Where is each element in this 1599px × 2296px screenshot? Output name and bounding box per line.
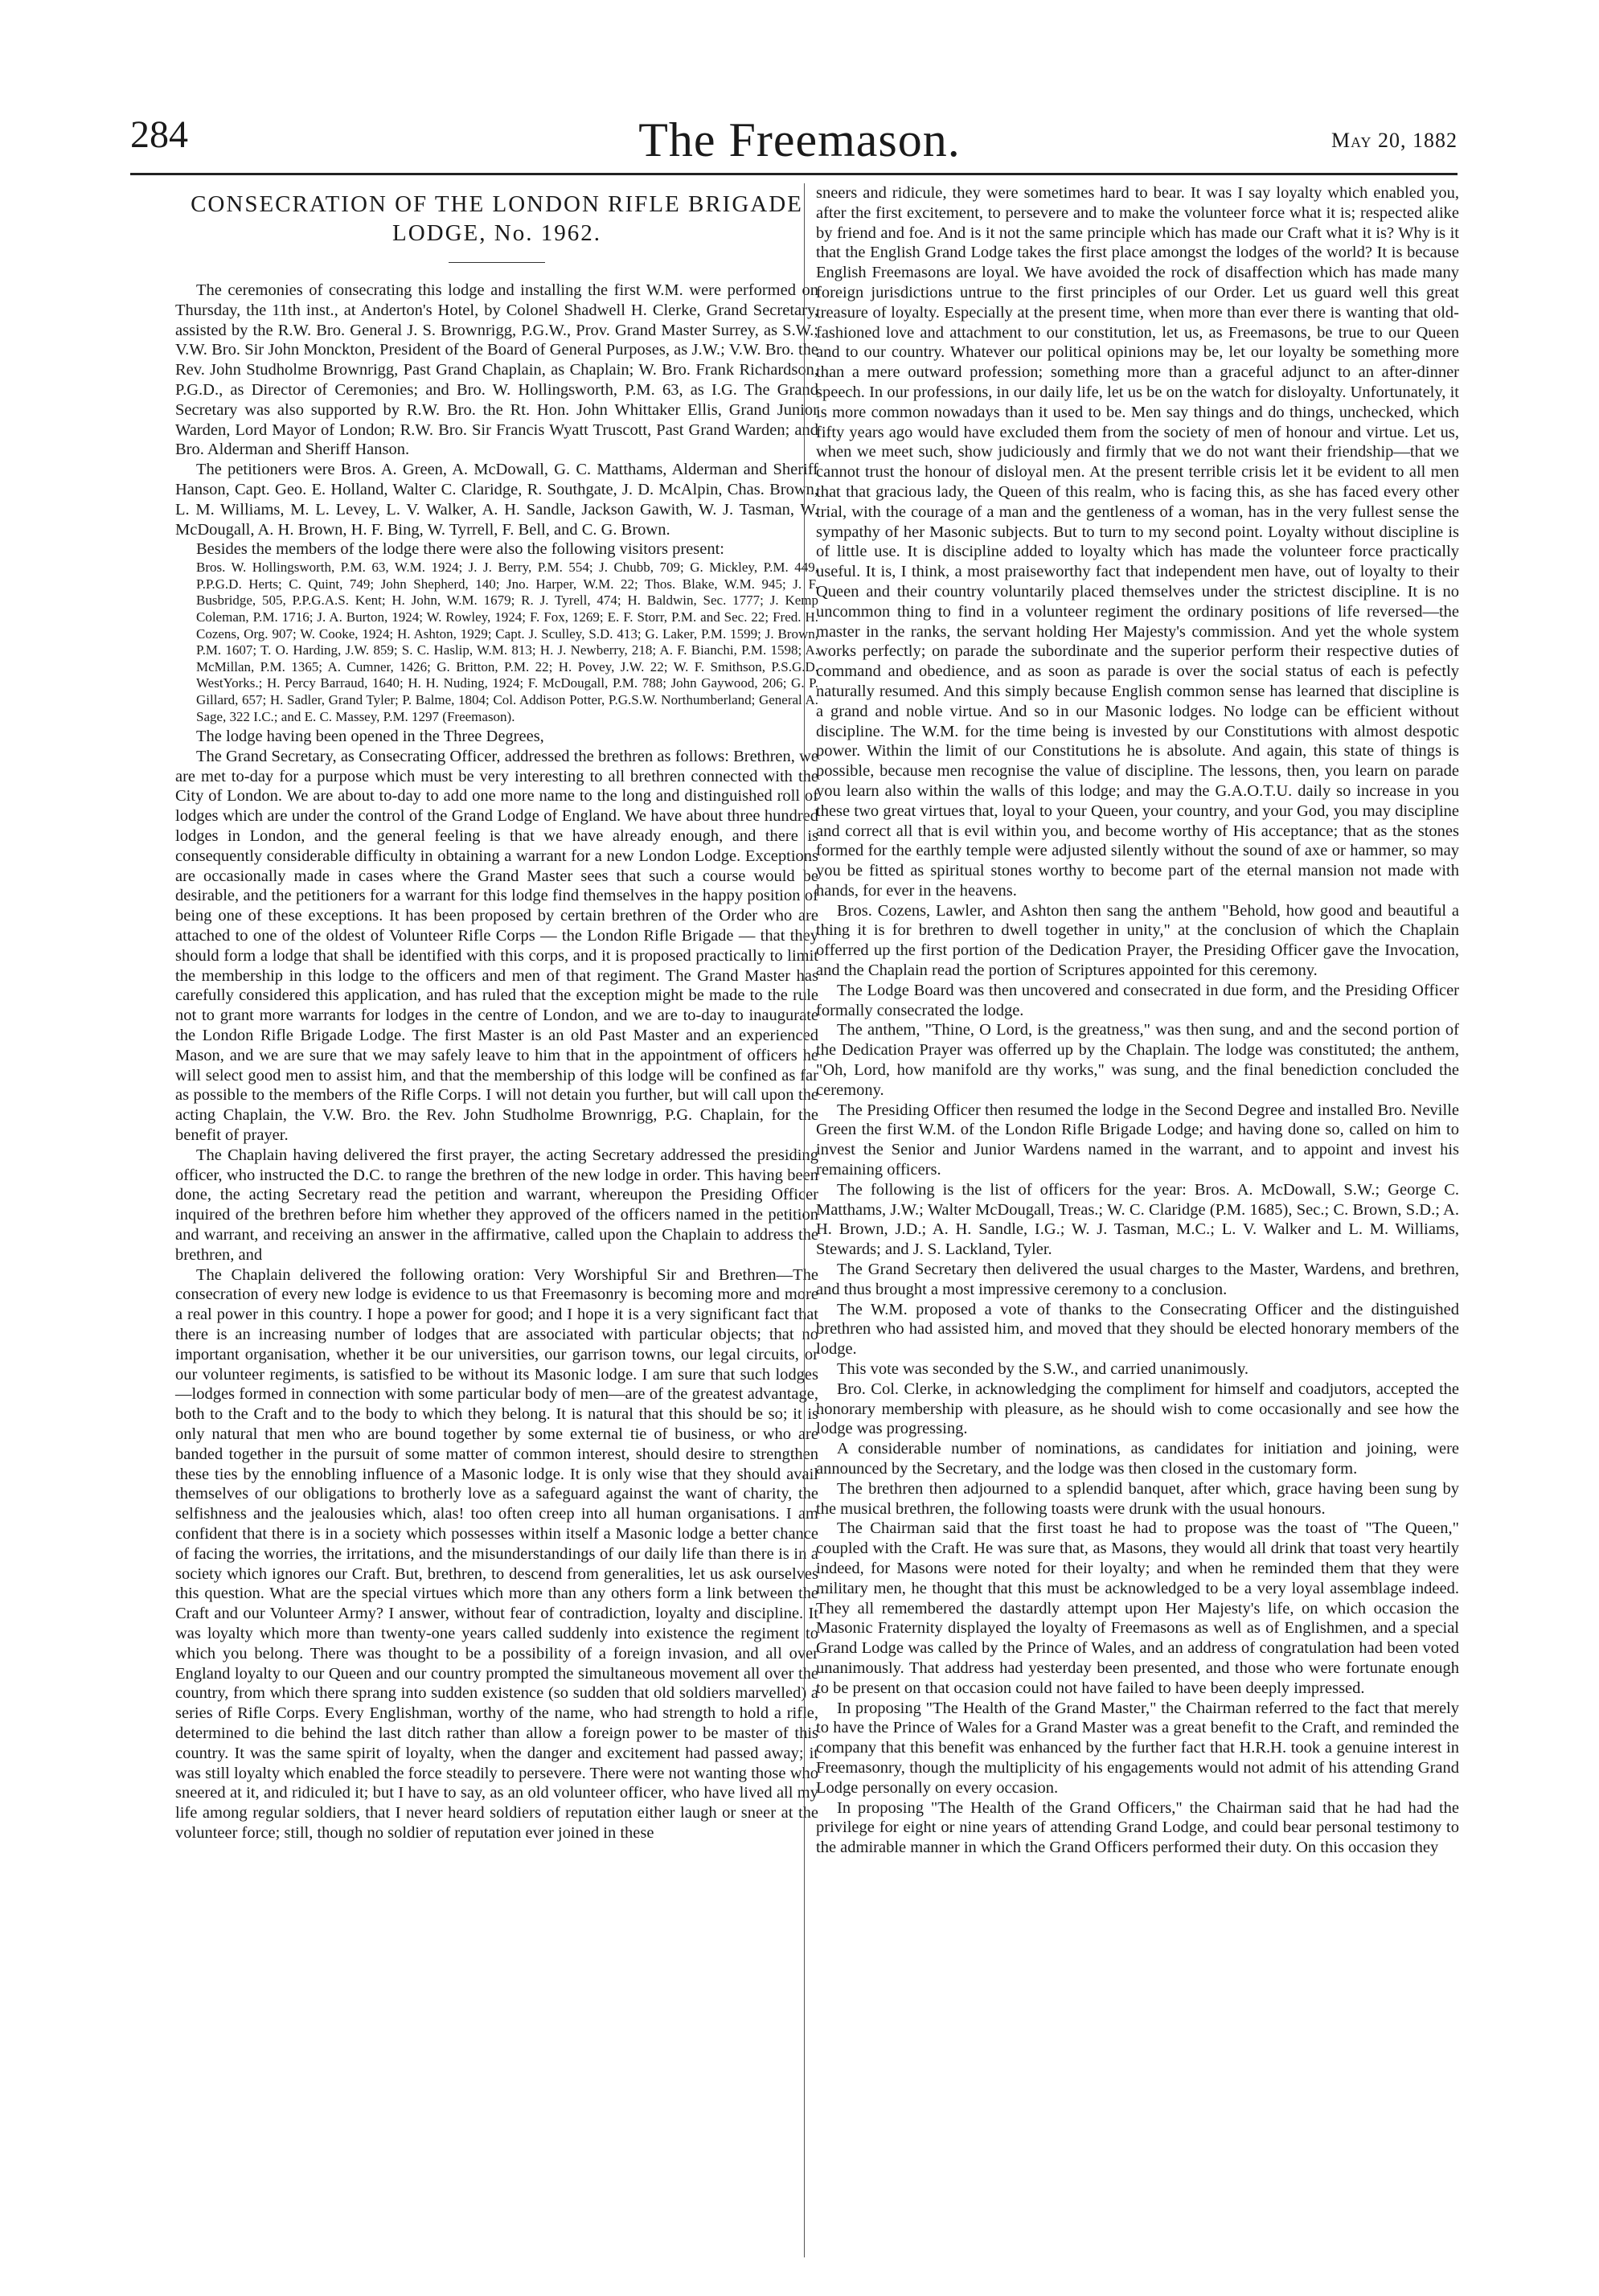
- paragraph: Bros. Cozens, Lawler, and Ashton then sang the anthem "Behold, how good and beautiful a thing it is for brethren to dwell together in unity," at the conclusion of which the Chaplain offerred up the first portion of the Dedication Prayer, the Presiding Officer gave the Invocation, and the Chaplain read the portion of Scriptures appointed for this ceremony.: [816, 901, 1459, 980]
- paragraph: The petitioners were Bros. A. Green, A. McDowall, G. C. Matthams, Alderman and Sheriff Hanson, Capt. Geo. E. Holland, Walter C. Claridge, R. Southgate, J. D. McAlpin, Chas. Brown, L. M. Williams, M. L. Levey, L. V. Walker, A. H. Sandle, Jackson Gawith, W. J. Tasman, W. McDougall, A. H. Brown, H. F. Bing, W. Tyrrell, F. Bell, and C. G. Brown.: [175, 461, 818, 539]
- paragraph: The ceremonies of consecrating this lodge and installing the first W.M. were performed on Thursday, the 11th inst., at Anderton's Hotel, by Colonel Shadwell H. Clerke, Grand Secretary, assisted by the R.W. Bro. General J. S. Brownrigg, P.G.W., Prov. Grand Master Surrey, as S.W.; V.W. Bro. Sir John Monckton, President of the Board of General Purposes, as J.W.; V.W. Bro. the Rev. John Studholme Brownrigg, Past Grand Chaplain, as Chaplain; W. Bro. Frank Richardson, P.G.D., as Director of Ceremonies; and Bro. W. Hollingsworth, P.M. 63, as I.G. The Grand Secretary was also supported by R.W. Bro. the Rt. Hon. John Whittaker Ellis, Grand Junior Warden, Lord Mayor of London; R.W. Bro. Sir Francis Wyatt Truscott, Past Grand Warden; and Bro. Alderman and Sheriff Hanson.: [175, 281, 818, 459]
- article-title: CONSECRATION OF THE LONDON RIFLE BRIGADE LODGE, No. 1962.: [191, 191, 803, 246]
- issue-date: May 20, 1882: [1331, 129, 1458, 152]
- masthead: The Freemason.: [638, 113, 961, 166]
- visitors-list: Bros. W. Hollingsworth, P.M. 63, W.M. 1924; J. J. Berry, P.M. 554; J. Chubb, 709; G. Mickley, P.M. 449, P.P.G.D. Herts; C. Quint, 749; John Shepherd, 140; Jno. Harper, W.M. 22; Thos. Blake, W.M. 945; J. F. Busbridge, 505, P.P.G.A.S. Kent; H. John, W.M. 1679; R. J. Tyrell, 474; H. Baldwin, Sec. 1777; J. Kemp Coleman, P.M. 1716; J. A. Burton, 1924; W. Rowley, 1924; F. Fox, 1269; E. F. Storr, P.M. and Sec. 22; Fred. H. Cozens, Org. 907; W. Cooke, 1924; H. Ashton, 1929; Capt. J. Sculley, S.D. 413; G. Laker, P.M. 1599; J. Brown, P.M. 1607; T. O. Harding, J.W. 859; S. C. Haslip, W.M. 813; H. J. Newberry, 218; A. F. Bianchi, P.M. 1598; A. McMillan, P.M. 1365; A. Cumner, 1426; G. Britton, P.M. 22; H. Povey, J.W. 22; W. F. Smithson, P.S.G.D. WestYorks.; H. Percy Barraud, 1640; H. H. Nuding, 1924; F. McDougall, P.M. 788; John Gaywood, 206; G. P. Gillard, 657; H. Sadler, Grand Tyler; P. Balme, 1804; Col. Addison Potter, P.G.S.W. Northumberland; General A. Sage, 322 I.C.; and E. C. Massey, P.M. 1297 (Freemason).: [196, 560, 818, 724]
- paragraph: The brethren then adjourned to a splendid banquet, after which, grace having been sung by the musical brethren, the following toasts were drunk with the usual honours.: [816, 1479, 1459, 1518]
- paragraph: Besides the members of the lodge there were also the following visitors present:: [196, 540, 724, 559]
- left-column: [175, 183, 818, 1843]
- paragraph: In proposing "The Health of the Grand Officers," the Chairman said that he had had the privilege for eight or nine years of attending Grand Lodge, and could bear personal testimony to the admirable manner in which the Grand Officers performed their duty. On this occasion they: [816, 1798, 1459, 1857]
- header-rule: [130, 173, 1458, 175]
- paragraph: The W.M. proposed a vote of thanks to the Consecrating Officer and the distinguished brethren who had assisted him, and moved that they should be elected honorary members of the lodge.: [816, 1300, 1459, 1359]
- paragraph: In proposing "The Health of the Grand Master," the Chairman referred to the fact that merely to have the Prince of Wales for a Grand Master was a great benefit to the Craft, and reminded the company that this benefit was enhanced by the further fact that H.R.H. took a genuine interest in Freemasonry, though the multiplicity of his engagements would not admit of his attending Grand Lodge personally on every occasion.: [816, 1699, 1459, 1797]
- paragraph: The Lodge Board was then uncovered and consecrated in due form, and the Presiding Officer formally consecrated the lodge.: [816, 981, 1459, 1019]
- paragraph: This vote was seconded by the S.W., and carried unanimously.: [837, 1360, 1249, 1379]
- paragraph: The Presiding Officer then resumed the lodge in the Second Degree and installed Bro. Neville Green the first W.M. of the London Rifle Brigade Lodge; and having done so, called on him to invest the Senior and Junior Wardens named in the warrant, and to appoint and invest his remaining officers.: [816, 1101, 1459, 1179]
- right-column: [816, 183, 1459, 1858]
- column-divider: [804, 183, 805, 2257]
- paragraph: The lodge having been opened in the Three Degrees,: [196, 728, 544, 746]
- paragraph: The following is the list of officers for the year: Bros. A. McDowall, S.W.; George C. Matthams, J.W.; Walter McDougall, Treas.; W. C. Claridge (P.M. 1685), Sec.; C. Brown, S.D.; A. H. Brown, J.D.; A. H. Sandle, I.G.; W. J. Tasman, M.C.; L. V. Walker and L. M. Williams, Stewards; and J. S. Lackland, Tyler.: [816, 1180, 1459, 1259]
- paragraph: Bro. Col. Clerke, in acknowledging the compliment for himself and coadjutors, accepted the honorary membership with pleasure, as he should wish to come occasionally and see how the lodge was progressing.: [816, 1380, 1459, 1438]
- paragraph: The Chaplain delivered the following oration: Very Worshipful Sir and Brethren—The consecration of every new lodge is evidence to us that Freemasonry is becoming more and more a real power in this country. I hope a power for good; and I hope it is a very significant fact that there is an increasing number of lodges that are associated with particular objects; that no important organisation, whether it be our universities, our garrison towns, our legal circuits, or our volunteer regiments, is satisfied to be without its Masonic lodge. I am sure that such lodges—lodges formed in connection with some particular body of men—are of the greatest advantage, both to the Craft and to the body to which they belong. It is natural that this should be so; it is only natural that men who are bound together by some external tie of business, or who are banded together in the pursuit of some matter of common interest, should desire to strengthen these ties by the ennobling influence of a Masonic lodge. It is only wise that they should avail themselves of our obligations to brotherly love as a safeguard against the want of charity, the selfishness and the jealousies which, alas! too often creep into all human organisations. I am confident that there is in a society which possesses within itself a Masonic lodge a better chance of facing the worries, the irritations, and the misunderstandings of our daily life than there is in a society which ignores our Craft. But, brethren, to descend from generalities, let us ask ourselves this question. What are the special virtues which more than any others form a link between the Craft and our Volunteer Army? I answer, without fear of contradiction, loyalty and discipline. It was loyalty which more than twenty-one years called suddenly into existence the regiment to which you belong. There was thought to be a possibility of a foreign invasion, and all over England loyalty to our Queen and our country prompted the simultaneous movement all over the country, from which there sprang into sudden existence (so sudden that old soldiers marvelled) a series of Rifle Corps. Every Englishman, worthy of the name, who had strength to hold a rifle, determined to die behind the last ditch rather than allow a foreign power to be master of this country. It was the same spirit of loyalty, when the danger and excitement had passed away; it was still loyalty which enabled the force steadily to persevere. There were not wanting those who sneered at it, and ridiculed it; but I have to say, as an old volunteer officer, who have lived all my life among regular soldiers, that I never heard soldiers of reputation either laugh or sneer at the volunteer force; still, though no soldier of reputation ever joined in these: [175, 1265, 818, 1842]
- paragraph: The anthem, "Thine, O Lord, is the greatness," was then sung, and and the second portion of the Dedication Prayer was offerred up by the Chaplain. The lodge was constituted; the anthem, "Oh, Lord, how manifold are thy works," was sung, and the final benediction concluded the ceremony.: [816, 1021, 1459, 1099]
- page-number: 284: [130, 113, 188, 156]
- paragraph: The Grand Secretary then delivered the usual charges to the Master, Wardens, and brethren, and thus brought a most impressive ceremony to a conclusion.: [816, 1261, 1459, 1298]
- paragraph: The Grand Secretary, as Consecrating Officer, addressed the brethren as follows: Brethren, we are met to-day for a purpose which must be very interesting to all brethren connected with the City of London. We are about to-day to add one more name to the long and distinguished roll of lodges which are under the control of the Grand Lodge of England. We have about three hundred lodges in London, and the general feeling is that we have already enough, and there is consequently considerable difficulty in obtaining a warrant for a new London Lodge. Exceptions are occasionally made in cases where the Grand Master sees that such a course would be desirable, and the petitioners for a warrant for this lodge find themselves in the happy position of being one of these exceptions. It has been proposed by certain brethren of the Order who are attached to one of the oldest of Volunteer Rifle Corps — the London Rifle Brigade — that they should form a lodge that shall be identified with this corps, and it is proposed practically to limit the membership in this lodge to the officers and men of that regiment. The Grand Master has carefully considered this application, and has ruled that the exception might be made to the rule not to grant more warrants for lodges in the centre of London, and we are to-day to inaugurate the London Rifle Brigade Lodge. The first Master is an old Past Master and an experienced Mason, and we are sure that we may safely leave to him that in the appointment of officers he will select good men to assist him, and that the membership of this lodge will be confined as far as possible to the members of the Rifle Corps. I will not detain you further, but will call upon the acting Chaplain, the V.W. Bro. the Rev. John Studholme Brownrigg, P.G. Chaplain, for the benefit of prayer.: [175, 747, 818, 1145]
- paragraph: The Chairman said that the first toast he had to propose was the toast of "The Queen," coupled with the Craft. He was sure that, as Masons, they would all drink that toast very heartily indeed, for Masons were noted for their loyalty; and when he reminded them that they were military men, he thought that this must be acknowledged to be a very loyal assemblage indeed. They all remembered the dastardly attempt upon Her Majesty's life, on which occasion the Masonic Fraternity displayed the loyalty of Freemasons as well as of Englishmen, and a special Grand Lodge was called by the Prince of Wales, and an address of congratulation had been voted unanimously. That address had yesterday been presented, and those who were fortunate enough to be present on that occasion could not have failed to have been deeply impressed.: [816, 1519, 1459, 1697]
- paragraph: sneers and ridicule, they were sometimes hard to bear. It was I say loyalty which enabled you, after the first excitement, to persevere and to make the volunteer force what it is; respected alike by friend and foe. And is it not the same principle which has made our Craft what it is? Why is it that the English Grand Lodge takes the first place amongst the lodges of the world? It is because English Freemasons are loyal. We have avoided the rock of disaffection which has made many foreign jurisdictions untrue to the first principles of our Order. Let us guard well this great treasure of loyalty. Especially at the present time, when more than ever there is wanting that old-fashioned love and attachment to our constitution, let us, as Freemasons, be true to our Queen and to our country. Whatever our political opinions may be, let our loyalty be something more than a mere outward profession; something more than a graceful adjunct to an after-dinner speech. In our professions, in our daily life, let us be on the watch for disloyalty. Unfortunately, it is more common nowadays than it used to be. Men say things and do things, unchecked, which fifty years ago would have excluded them from the society of men of honour and virtue. Let us, when we meet such, show judiciously and firmly that we do not want their friendship—that we cannot trust the honour of disloyal men. At the present terrible crisis let it be evident to all men that that gracious lady, the Queen of this realm, who is facing this, as she has faced every other trial, with the courage of a man and the gentleness of a woman, has in the very fullest sense the sympathy of her Masonic subjects. But to turn to my second point. Loyalty without discipline is of little use. It is discipline added to loyalty which has made the volunteer force practically useful. It is, I think, a most praiseworthy fact that independent men have, out of loyalty to their Queen and their country voluntarily placed themselves under the strictest discipline. It is no uncommon thing to find in a volunteer regiment the ordinary positions of life reversed—the master in the ranks, the servant holding Her Majesty's commission. And yet the whole system works perfectly; on parade the subordinate and the superior perform their respective duties of command and obedience, and as soon as parade is over the social status of each is pefectly naturally resumed. And this simply because English common sense has learned that discipline is a grand and noble virtue. And so in our Masonic lodges. No lodge can be efficient without discipline. The W.M. for the time being is invested by our Constitutions with almost despotic power. Within the limit of our Constitutions he is absolute. And again, this state of things is possible, because men recognise the value of discipline. The lessons, then, you learn on parade you learn also within the walls of this lodge; and may the G.A.O.T.U. daily so increase in you these two great virtues that, loyal to your Queen, your country, and your God, you may discipline and correct all that is evil within you, and become worthy of His acceptance; that as the stones formed for the earthly temple were adjusted silently without the sound of axe or hammer, so may you be fitted as spiritual stones worthy to become part of the eternal mansion not made with hands, for ever in the heavens.: [816, 184, 1459, 900]
- paragraph: The Chaplain having delivered the first prayer, the acting Secretary addressed the presiding officer, who instructed the D.C. to range the brethren of the new lodge in order. This having been done, the acting Secretary read the petition and warrant, whereupon the Presiding Officer inquired of the brethren before him whether they approved of the officers named in the petition and warrant, and receiving an answer in the affirmative, called upon the Chaplain to address the brethren, and: [175, 1146, 818, 1264]
- title-rule: [449, 262, 545, 263]
- paragraph: A considerable number of nominations, as candidates for initiation and joining, were announced by the Secretary, and the lodge was then closed in the customary form.: [816, 1440, 1459, 1478]
